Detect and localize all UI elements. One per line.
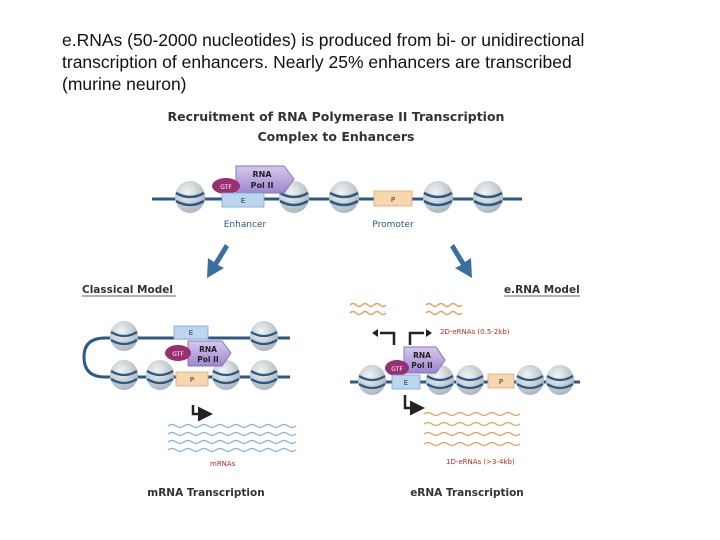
classical-tss-arrow	[193, 405, 208, 414]
mrna-label: mRNAs	[210, 460, 236, 468]
nucleosome	[358, 365, 386, 395]
classical-polymerase-label-line-2: Pol II	[197, 355, 219, 364]
enhancer-label: Enhancer	[223, 220, 267, 230]
erna-promoter-box-label: P	[498, 378, 504, 386]
polymerase-label-line-1: RNA	[252, 170, 272, 179]
heading-line-1: e.RNAs (50-2000 nucleotides) is produced from bi- or unidirectional	[62, 30, 585, 50]
nucleosome	[546, 365, 574, 395]
nucleosome	[110, 360, 138, 390]
classical-polymerase-label-line-1: RNA	[199, 345, 217, 354]
nucleosome	[110, 321, 138, 351]
erna-footer: eRNA Transcription	[410, 487, 524, 499]
promoter-label: Promoter	[372, 220, 414, 230]
classical-gtf-label: GTF	[172, 351, 184, 358]
mrna-transcripts	[168, 425, 296, 452]
erna-polymerase-label-line-2: Pol II	[411, 361, 433, 370]
nucleosome	[146, 360, 174, 390]
bidirectional-erna-transcripts	[350, 304, 462, 315]
gtf-label: GTF	[220, 184, 232, 191]
erna-model	[350, 284, 580, 499]
nucleosome	[250, 360, 278, 390]
figure-title-line-2: Complex to Enhancers	[257, 129, 415, 144]
unidirectional-erna-transcripts	[424, 413, 520, 446]
classical-model	[82, 284, 296, 499]
figure-title-line-1: Recruitment of RNA Polymerase II Transcription	[167, 109, 505, 124]
bidirectional-tss-arrows	[380, 333, 424, 345]
top-dna-strand	[152, 166, 522, 230]
classical-model-title: Classical Model	[82, 284, 173, 296]
classical-promoter-box-label: P	[189, 376, 195, 384]
classical-footer: mRNA Transcription	[147, 487, 265, 499]
arrow-to-classical	[207, 244, 229, 278]
unidirectional-tss-arrow	[405, 395, 420, 408]
nucleosome	[456, 365, 484, 395]
nucleosome	[516, 365, 544, 395]
bidirectional-erna-label: 2D-eRNAs (0.5-2kb)	[440, 328, 510, 336]
polymerase-label-line-2: Pol II	[250, 181, 274, 190]
nucleosome	[329, 181, 359, 213]
enhancer-box-label: E	[240, 197, 246, 205]
erna-polymerase-label-line-1: RNA	[413, 351, 431, 360]
erna-gtf-label: GTF	[391, 366, 403, 373]
nucleosome	[250, 321, 278, 351]
nucleosome	[175, 181, 205, 213]
nucleosome	[473, 181, 503, 213]
erna-model-title: e.RNA Model	[504, 284, 580, 296]
arrow-to-erna	[450, 244, 472, 278]
erna-enhancer-box-label: E	[403, 379, 409, 387]
unidirectional-erna-label: 1D-eRNAs (>3-4kb)	[446, 458, 515, 466]
nucleosome	[423, 181, 453, 213]
promoter-box-label: P	[390, 196, 396, 204]
heading-line-2: transcription of enhancers. Nearly 25% enhancers are transcribed	[62, 52, 572, 72]
classical-enhancer-box-label: E	[188, 329, 194, 337]
heading-line-3: (murine neuron)	[62, 74, 187, 94]
